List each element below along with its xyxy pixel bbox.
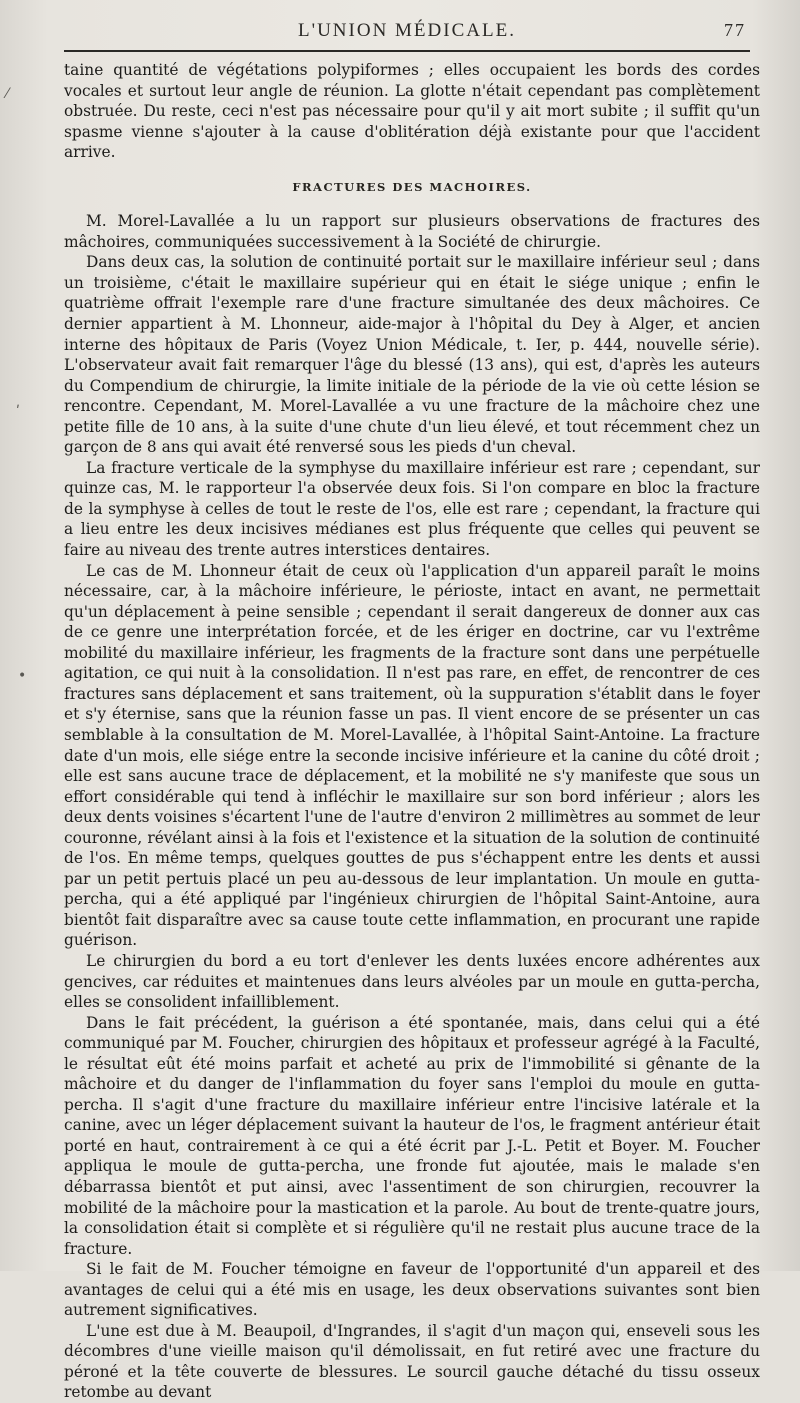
body-paragraph-8: L'une est due à M. Beaupoil, d'Ingrandes, il s'agit d'un maçon qui, enseveli sous les décombres d'une vieille maison qu'il démolissait, en fut retiré avec une fracture du péroné et la tête couverte de blessures. Le sourcil gauche détaché du tissu osseux retombe au devant — [64, 1321, 760, 1402]
page-number: 77 — [724, 20, 746, 40]
article-body — [64, 60, 760, 1403]
running-header — [64, 18, 750, 48]
body-paragraph-2: Dans deux cas, la solution de continuité portait sur le maxillaire inférieur seul ; dans un troisième, c'était le maxillaire supérieur qui en était le siége unique ; enfin le quatrième offrait l'exemple rare d'une fracture simultanée des deux mâchoires. Ce dernier appartient à M. Lhonneur, aide-major à l'hôpital du Dey à Alger, et ancien interne des hôpitaux de Paris (Voyez Union Médicale, t. Ier, p. 444, nouvelle série). L'observateur avait fait remarquer l'âge du blessé (13 ans), qui est, d'après les auteurs du Compendium de chirurgie, la limite initiale de la période de la vie où cette lésion se rencontre. Cependant, M. Morel-Lavallée a vu une fracture de la mâchoire chez une petite fille de 10 ans, à la suite d'une chute d'un lieu élevé, et tout récemment chez un garçon de 8 ans qui avait été renversé sous les pieds d'un cheval. — [64, 253, 760, 457]
body-paragraph-1: M. Morel-Lavallée a lu un rapport sur plusieurs observations de fractures des mâchoires, communiquées successivement à la Société de chirurgie. — [64, 212, 760, 251]
body-paragraph-7: Si le fait de M. Foucher témoigne en faveur de l'opportunité d'un appareil et des avantages de celui qui a été mis en usage, les deux observations suivantes sont bien autrement significatives. — [64, 1260, 760, 1320]
margin-mark: • — [18, 668, 27, 684]
margin-mark: ʹ — [16, 404, 20, 420]
body-paragraph-3: La fracture verticale de la symphyse du maxillaire inférieur est rare ; cependant, sur quinze cas, M. le rapporteur l'a observée deux fois. Si l'on compare en bloc la fracture de la symphyse à celles de tout le reste de l'os, elle est rare ; cependant, la fracture qui a lieu entre les deux incisives médianes est plus fréquente que celles qui peuvent se faire au niveau des trente autres interstices dentaires. — [64, 458, 760, 560]
body-paragraph-5: Le chirurgien du bord a eu tort d'enlever les dents luxées encore adhérentes aux gencives, car réduites et maintenues dans leurs alvéoles par un moule en gutta-percha, elles se consolident infailliblement. — [64, 951, 760, 1012]
header-rule — [64, 50, 750, 52]
intro-paragraph: taine quantité de végétations polypiformes ; elles occupaient les bords des cordes vocales et surtout leur angle de réunion. La glotte n'était cependant pas complètement obstruée. Du reste, ceci n'est pas nécessaire pour qu'il y ait mort subite ; il suffit qu'un spasme vienne s'ajouter à la cause d'oblitération déjà existante pour que l'accident arrive. — [64, 61, 760, 162]
body-paragraph-4: Le cas de M. Lhonneur était de ceux où l'application d'un appareil paraît le moins nécessaire, car, à la mâchoire inférieure, le périoste, intact en avant, ne permettait qu'un déplacement à peine sensible ; cependant il serait dangereux de donner aux cas de ce genre une interprétation forcée, et de les ériger en doctrine, car vu l'extrême mobilité du maxillaire inférieur, les fragments de la fracture sont dans une perpétuelle agitation, ce qui nuit à la consolidation. Il n'est pas rare, en effet, de rencontrer de ces fractures sans déplacement et sans traitement, où la suppuration s'établit dans le foyer et s'y éternise, sans que la réunion fasse un pas. Il vient encore de se présenter un cas semblable à la consultation de M. Morel-Lavallée, à l'hôpital Saint-Antoine. La fracture date d'un mois, elle siége entre la seconde incisive inférieure et la canine du côté droit ; elle est sans aucune trace de déplacement, et la mobilité ne s'y manifeste que sous un effort considérable qui tend à infléchir le maxillaire sur son bord inférieur ; alors les deux dents voisines s'écartent l'une de l'autre d'environ 2 millimètres au sommet de leur couronne, révélant ainsi à la fois et l'existence et la situation de la solution de continuité de l'os. En même temps, quelques gouttes de pus s'échappent entre les dents et aussi par un petit pertuis placé un peu au-dessous de leur implantation. Un moule en gutta-percha, qui a été appliqué par l'ingénieux chirurgien de l'hôpital Saint-Antoine, aura bientôt fait disparaître avec sa cause toute cette inflammation, en procurant une rapide guérison. — [64, 561, 760, 950]
section-heading: FRACTURES DES MACHOIRES. — [292, 179, 532, 194]
journal-title: L'UNION MÉDICALE. — [298, 20, 516, 41]
margin-mark: ⁄ — [6, 86, 9, 102]
body-paragraph-6: Dans le fait précédent, la guérison a été spontanée, mais, dans celui qui a été communiqué par M. Foucher, chirurgien des hôpitaux et professeur agrégé à la Faculté, le résultat eût été moins parfait et acheté au prix de l'immobilité si gênante de la mâchoire et du danger de l'inflammation du foyer sans l'emploi du moule en gutta-percha. Il s'agit d'une fracture du maxillaire inférieur entre l'incisive latérale et la canine, avec un léger déplacement suivant la hauteur de l'os, le fragment antérieur était porté en haut, contrairement à ce qui a été écrit par J.-L. Petit et Boyer. M. Foucher appliqua le moule de gutta-percha, une fronde fut ajoutée, mais le malade s'en débarrassa bientôt et put ainsi, avec l'assentiment de son chirurgien, recouvrer la mobilité de la mâchoire pour la mastication et la parole. Au bout de trente-quatre jours, la consolidation était si complète et si régulière qu'il ne restait plus aucune trace de la fracture. — [64, 1013, 760, 1258]
